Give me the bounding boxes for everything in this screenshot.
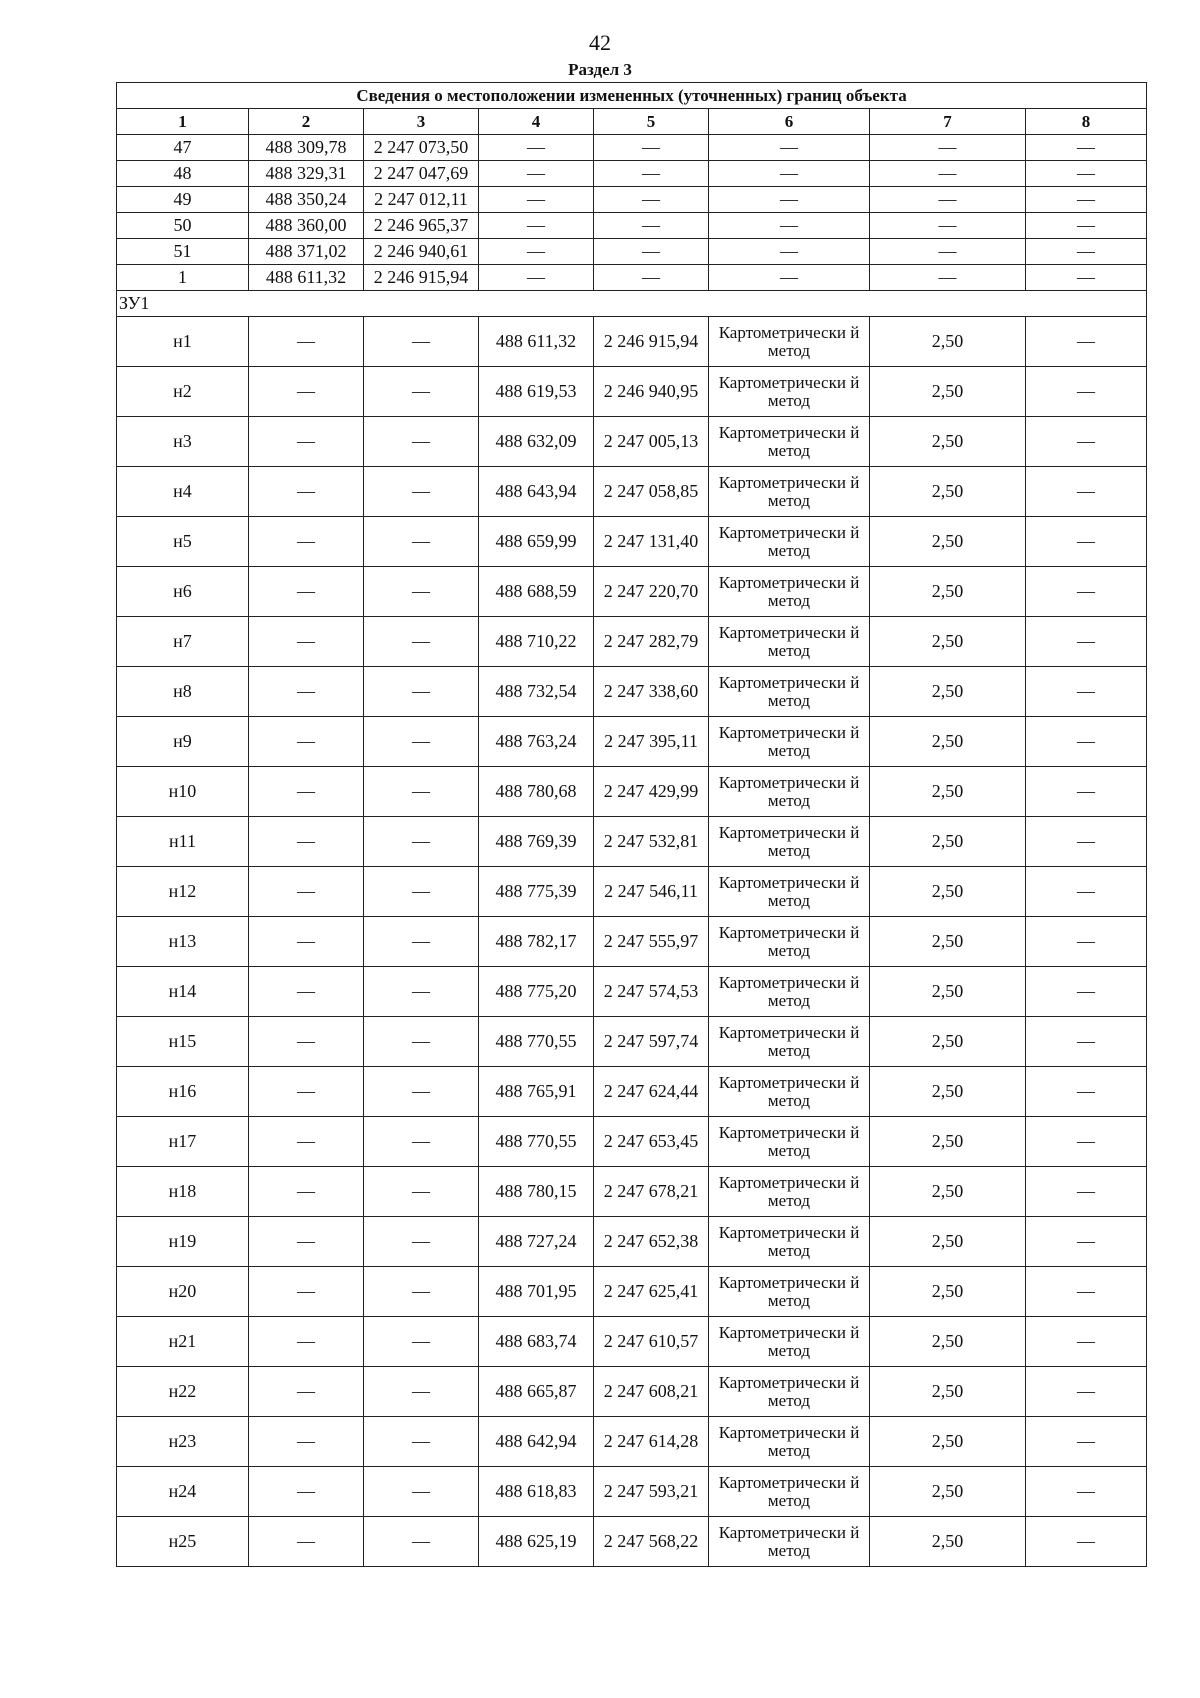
table-row [117, 967, 1147, 1017]
table-cell: — [479, 187, 594, 213]
point-id: н18 [117, 1167, 249, 1217]
coordinate-x: 488 619,53 [479, 367, 594, 417]
coordinate-x: 488 618,83 [479, 1467, 594, 1517]
empty-value: — [249, 667, 364, 717]
empty-value: — [1026, 1117, 1147, 1167]
precision-value: 2,50 [870, 767, 1026, 817]
coordinate-y: 2 247 131,40 [594, 517, 709, 567]
coordinate-x: 488 665,87 [479, 1367, 594, 1417]
point-id: н6 [117, 567, 249, 617]
table-row [117, 1417, 1147, 1467]
coordinate-y: 2 247 574,53 [594, 967, 709, 1017]
coordinate-x: 488 780,15 [479, 1167, 594, 1217]
table-cell: — [594, 265, 709, 291]
empty-value: — [364, 1417, 479, 1467]
empty-value: — [249, 1267, 364, 1317]
empty-value: — [249, 367, 364, 417]
empty-value: — [364, 917, 479, 967]
empty-value: — [364, 417, 479, 467]
empty-value: — [364, 1017, 479, 1067]
empty-value: — [1026, 767, 1147, 817]
table-cell: — [870, 265, 1026, 291]
table-row [117, 317, 1147, 367]
table-row [117, 239, 1147, 265]
determination-method: Картометрически й метод [709, 517, 870, 567]
empty-value: — [1026, 967, 1147, 1017]
empty-value: — [249, 417, 364, 467]
empty-value: — [364, 1517, 479, 1567]
table-row [117, 1267, 1147, 1317]
precision-value: 2,50 [870, 1417, 1026, 1467]
coordinate-x: 488 642,94 [479, 1417, 594, 1467]
coordinate-y: 2 247 593,21 [594, 1467, 709, 1517]
coordinate-y: 2 247 652,38 [594, 1217, 709, 1267]
precision-value: 2,50 [870, 417, 1026, 467]
table-cell: — [709, 161, 870, 187]
empty-value: — [249, 1317, 364, 1367]
table-cell: 488 309,78 [249, 135, 364, 161]
table-cell: — [594, 187, 709, 213]
precision-value: 2,50 [870, 1517, 1026, 1567]
precision-value: 2,50 [870, 717, 1026, 767]
table-cell: — [1026, 187, 1147, 213]
table-cell: 2 246 965,37 [364, 213, 479, 239]
table-row [117, 767, 1147, 817]
table-cell: 47 [117, 135, 249, 161]
point-id: н17 [117, 1117, 249, 1167]
empty-value: — [1026, 867, 1147, 917]
empty-value: — [249, 617, 364, 667]
empty-value: — [1026, 1017, 1147, 1067]
table-cell: — [709, 187, 870, 213]
empty-value: — [1026, 917, 1147, 967]
empty-value: — [364, 1367, 479, 1417]
coordinate-y: 2 247 678,21 [594, 1167, 709, 1217]
determination-method: Картометрически й метод [709, 917, 870, 967]
table-cell: — [479, 135, 594, 161]
precision-value: 2,50 [870, 1167, 1026, 1217]
point-id: н13 [117, 917, 249, 967]
empty-value: — [1026, 1317, 1147, 1367]
table-row [117, 1517, 1147, 1567]
coordinate-y: 2 247 546,11 [594, 867, 709, 917]
point-id: н22 [117, 1367, 249, 1417]
empty-value: — [364, 517, 479, 567]
table-row [117, 817, 1147, 867]
point-id: н1 [117, 317, 249, 367]
empty-value: — [364, 767, 479, 817]
empty-value: — [249, 717, 364, 767]
empty-value: — [1026, 717, 1147, 767]
precision-value: 2,50 [870, 667, 1026, 717]
determination-method: Картометрически й метод [709, 1367, 870, 1417]
table-cell: — [870, 239, 1026, 265]
empty-value: — [364, 667, 479, 717]
group-label: ЗУ1 [117, 291, 1147, 317]
empty-value: — [249, 1217, 364, 1267]
point-id: н3 [117, 417, 249, 467]
coordinate-y: 2 247 653,45 [594, 1117, 709, 1167]
precision-value: 2,50 [870, 1317, 1026, 1367]
table-cell: 2 246 915,94 [364, 265, 479, 291]
table-row [117, 1067, 1147, 1117]
boundary-coordinates-table [116, 82, 1147, 1567]
table-cell: 1 [117, 265, 249, 291]
table-cell: — [870, 187, 1026, 213]
determination-method: Картометрически й метод [709, 467, 870, 517]
empty-value: — [1026, 1417, 1147, 1467]
table-row [117, 161, 1147, 187]
empty-value: — [1026, 467, 1147, 517]
table-cell: — [1026, 239, 1147, 265]
determination-method: Картометрически й метод [709, 317, 870, 367]
empty-value: — [1026, 1167, 1147, 1217]
precision-value: 2,50 [870, 567, 1026, 617]
column-number: 4 [479, 109, 594, 135]
table-row [117, 367, 1147, 417]
coordinate-x: 488 710,22 [479, 617, 594, 667]
table-cell: — [594, 239, 709, 265]
coordinate-x: 488 782,17 [479, 917, 594, 967]
table-row [117, 517, 1147, 567]
column-number: 3 [364, 109, 479, 135]
point-id: н12 [117, 867, 249, 917]
table-cell: — [870, 161, 1026, 187]
table-cell: — [479, 239, 594, 265]
empty-value: — [1026, 317, 1147, 367]
coordinate-y: 2 247 608,21 [594, 1367, 709, 1417]
empty-value: — [364, 1117, 479, 1167]
empty-value: — [364, 1217, 479, 1267]
empty-value: — [249, 1517, 364, 1567]
table-row [117, 667, 1147, 717]
determination-method: Картометрически й метод [709, 1267, 870, 1317]
section-title: Раздел 3 [568, 60, 632, 79]
table-cell: 2 247 073,50 [364, 135, 479, 161]
empty-value: — [249, 917, 364, 967]
coordinate-x: 488 625,19 [479, 1517, 594, 1567]
empty-value: — [364, 317, 479, 367]
precision-value: 2,50 [870, 1017, 1026, 1067]
empty-value: — [364, 1067, 479, 1117]
table-row [117, 1117, 1147, 1167]
table-cell: — [709, 213, 870, 239]
coordinate-y: 2 247 610,57 [594, 1317, 709, 1367]
precision-value: 2,50 [870, 1367, 1026, 1417]
table-row [117, 417, 1147, 467]
precision-value: 2,50 [870, 517, 1026, 567]
empty-value: — [249, 1467, 364, 1517]
table-cell: 51 [117, 239, 249, 265]
empty-value: — [249, 967, 364, 1017]
empty-value: — [1026, 517, 1147, 567]
precision-value: 2,50 [870, 1267, 1026, 1317]
table-cell: — [1026, 265, 1147, 291]
table-cell: — [709, 265, 870, 291]
point-id: н19 [117, 1217, 249, 1267]
table-cell: — [870, 135, 1026, 161]
empty-value: — [249, 767, 364, 817]
column-number: 5 [594, 109, 709, 135]
coordinate-y: 2 247 429,99 [594, 767, 709, 817]
empty-value: — [1026, 617, 1147, 667]
empty-value: — [249, 1367, 364, 1417]
table-row [117, 1217, 1147, 1267]
coordinate-x: 488 683,74 [479, 1317, 594, 1367]
point-id: н11 [117, 817, 249, 867]
table-row [117, 867, 1147, 917]
table-cell: 48 [117, 161, 249, 187]
table-row [117, 265, 1147, 291]
precision-value: 2,50 [870, 1117, 1026, 1167]
coordinate-x: 488 765,91 [479, 1067, 594, 1117]
table-row [117, 1017, 1147, 1067]
empty-value: — [249, 1167, 364, 1217]
table-cell: 488 350,24 [249, 187, 364, 213]
point-id: н23 [117, 1417, 249, 1467]
determination-method: Картометрически й метод [709, 567, 870, 617]
empty-value: — [249, 517, 364, 567]
determination-method: Картометрически й метод [709, 1067, 870, 1117]
point-id: н9 [117, 717, 249, 767]
table-cell: 488 371,02 [249, 239, 364, 265]
table-cell: — [479, 265, 594, 291]
empty-value: — [364, 617, 479, 667]
empty-value: — [364, 1167, 479, 1217]
coordinate-x: 488 769,39 [479, 817, 594, 867]
precision-value: 2,50 [870, 617, 1026, 667]
determination-method: Картометрически й метод [709, 1517, 870, 1567]
determination-method: Картометрически й метод [709, 667, 870, 717]
coordinate-y: 2 247 220,70 [594, 567, 709, 617]
determination-method: Картометрически й метод [709, 1217, 870, 1267]
empty-value: — [364, 367, 479, 417]
coordinate-y: 2 246 940,95 [594, 367, 709, 417]
coordinate-x: 488 611,32 [479, 317, 594, 367]
table-cell: — [1026, 161, 1147, 187]
point-id: н7 [117, 617, 249, 667]
table-cell: — [479, 161, 594, 187]
coordinate-y: 2 247 624,44 [594, 1067, 709, 1117]
table-cell: 2 247 012,11 [364, 187, 479, 213]
coordinate-x: 488 770,55 [479, 1117, 594, 1167]
column-number: 8 [1026, 109, 1147, 135]
empty-value: — [249, 467, 364, 517]
table-row [117, 617, 1147, 667]
coordinate-y: 2 247 597,74 [594, 1017, 709, 1067]
point-id: н16 [117, 1067, 249, 1117]
table-row [117, 213, 1147, 239]
empty-value: — [249, 1017, 364, 1067]
table-cell: — [709, 135, 870, 161]
table-cell: 50 [117, 213, 249, 239]
table-cell: 2 247 047,69 [364, 161, 479, 187]
empty-value: — [364, 1267, 479, 1317]
table-row [117, 1367, 1147, 1417]
empty-value: — [1026, 1367, 1147, 1417]
coordinate-x: 488 780,68 [479, 767, 594, 817]
precision-value: 2,50 [870, 917, 1026, 967]
empty-value: — [249, 1067, 364, 1117]
coordinate-y: 2 247 338,60 [594, 667, 709, 717]
empty-value: — [1026, 567, 1147, 617]
empty-value: — [364, 567, 479, 617]
coordinate-x: 488 659,99 [479, 517, 594, 567]
empty-value: — [1026, 1217, 1147, 1267]
table-caption: Сведения о местоположении измененных (уточненных) границ объекта [117, 83, 1147, 109]
table-row [117, 135, 1147, 161]
coordinate-x: 488 775,20 [479, 967, 594, 1017]
coordinate-x: 488 632,09 [479, 417, 594, 467]
precision-value: 2,50 [870, 367, 1026, 417]
point-id: н21 [117, 1317, 249, 1367]
determination-method: Картометрически й метод [709, 367, 870, 417]
table-cell: — [709, 239, 870, 265]
table-cell: 488 329,31 [249, 161, 364, 187]
empty-value: — [1026, 1467, 1147, 1517]
coordinate-y: 2 247 568,22 [594, 1517, 709, 1567]
determination-method: Картометрически й метод [709, 1167, 870, 1217]
determination-method: Картометрически й метод [709, 717, 870, 767]
determination-method: Картометрически й метод [709, 867, 870, 917]
point-id: н4 [117, 467, 249, 517]
empty-value: — [1026, 417, 1147, 467]
empty-value: — [364, 1467, 479, 1517]
table-row [117, 717, 1147, 767]
column-number-row [117, 109, 1147, 135]
coordinate-y: 2 246 915,94 [594, 317, 709, 367]
table-row [117, 917, 1147, 967]
empty-value: — [249, 567, 364, 617]
table-row [117, 1467, 1147, 1517]
determination-method: Картометрически й метод [709, 1467, 870, 1517]
table-cell: 49 [117, 187, 249, 213]
empty-value: — [364, 467, 479, 517]
determination-method: Картометрически й метод [709, 1317, 870, 1367]
coordinate-x: 488 701,95 [479, 1267, 594, 1317]
group-row [117, 291, 1147, 317]
table-cell: — [594, 135, 709, 161]
column-number: 6 [709, 109, 870, 135]
precision-value: 2,50 [870, 317, 1026, 367]
table-cell: 488 611,32 [249, 265, 364, 291]
determination-method: Картометрически й метод [709, 417, 870, 467]
coordinate-y: 2 247 555,97 [594, 917, 709, 967]
precision-value: 2,50 [870, 1067, 1026, 1117]
point-id: н10 [117, 767, 249, 817]
empty-value: — [249, 817, 364, 867]
precision-value: 2,50 [870, 1217, 1026, 1267]
coordinate-x: 488 727,24 [479, 1217, 594, 1267]
determination-method: Картометрически й метод [709, 617, 870, 667]
determination-method: Картометрически й метод [709, 1017, 870, 1067]
point-id: н15 [117, 1017, 249, 1067]
precision-value: 2,50 [870, 1467, 1026, 1517]
coordinate-x: 488 643,94 [479, 467, 594, 517]
determination-method: Картометрически й метод [709, 767, 870, 817]
determination-method: Картометрически й метод [709, 1117, 870, 1167]
empty-value: — [249, 867, 364, 917]
determination-method: Картометрически й метод [709, 967, 870, 1017]
column-number: 1 [117, 109, 249, 135]
column-number: 2 [249, 109, 364, 135]
coordinate-y: 2 247 005,13 [594, 417, 709, 467]
table-cell: — [870, 213, 1026, 239]
coordinate-x: 488 688,59 [479, 567, 594, 617]
precision-value: 2,50 [870, 867, 1026, 917]
empty-value: — [249, 1417, 364, 1467]
point-id: н8 [117, 667, 249, 717]
coordinate-y: 2 247 614,28 [594, 1417, 709, 1467]
coordinate-x: 488 770,55 [479, 1017, 594, 1067]
empty-value: — [1026, 367, 1147, 417]
point-id: н14 [117, 967, 249, 1017]
empty-value: — [364, 817, 479, 867]
coordinate-y: 2 247 625,41 [594, 1267, 709, 1317]
table-row [117, 1317, 1147, 1367]
table-cell: — [1026, 213, 1147, 239]
empty-value: — [364, 867, 479, 917]
point-id: н20 [117, 1267, 249, 1317]
empty-value: — [249, 317, 364, 367]
table-cell: 488 360,00 [249, 213, 364, 239]
table-cell: — [1026, 135, 1147, 161]
table-row [117, 1167, 1147, 1217]
coordinate-x: 488 763,24 [479, 717, 594, 767]
table-row [117, 187, 1147, 213]
precision-value: 2,50 [870, 967, 1026, 1017]
point-id: н24 [117, 1467, 249, 1517]
coordinate-y: 2 247 058,85 [594, 467, 709, 517]
precision-value: 2,50 [870, 817, 1026, 867]
point-id: н25 [117, 1517, 249, 1567]
empty-value: — [1026, 1067, 1147, 1117]
column-number: 7 [870, 109, 1026, 135]
coordinate-x: 488 732,54 [479, 667, 594, 717]
empty-value: — [249, 1117, 364, 1167]
empty-value: — [1026, 1517, 1147, 1567]
determination-method: Картометрически й метод [709, 1417, 870, 1467]
coordinate-y: 2 247 282,79 [594, 617, 709, 667]
page-number: 42 [589, 30, 611, 55]
point-id: н5 [117, 517, 249, 567]
table-cell: 2 246 940,61 [364, 239, 479, 265]
coordinate-y: 2 247 532,81 [594, 817, 709, 867]
table-cell: — [479, 213, 594, 239]
empty-value: — [364, 717, 479, 767]
coordinate-y: 2 247 395,11 [594, 717, 709, 767]
table-row [117, 467, 1147, 517]
table-cell: — [594, 161, 709, 187]
empty-value: — [1026, 667, 1147, 717]
precision-value: 2,50 [870, 467, 1026, 517]
determination-method: Картометрически й метод [709, 817, 870, 867]
table-cell: — [594, 213, 709, 239]
empty-value: — [1026, 817, 1147, 867]
empty-value: — [364, 1317, 479, 1367]
coordinate-x: 488 775,39 [479, 867, 594, 917]
table-caption-row [117, 83, 1147, 109]
empty-value: — [364, 967, 479, 1017]
table-row [117, 567, 1147, 617]
empty-value: — [1026, 1267, 1147, 1317]
point-id: н2 [117, 367, 249, 417]
